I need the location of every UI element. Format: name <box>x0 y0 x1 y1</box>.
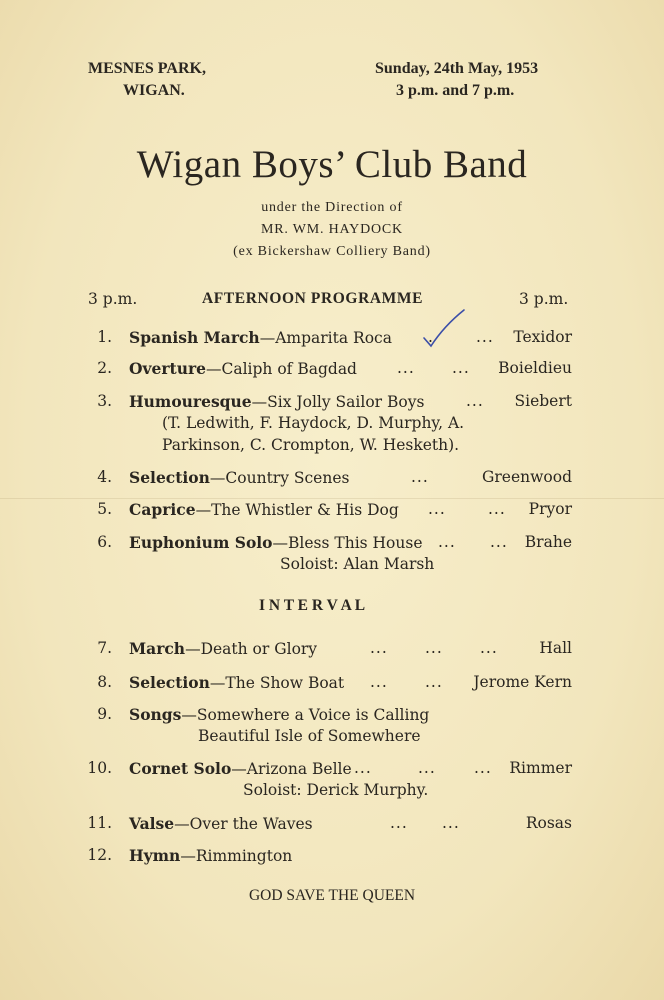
leader-dots: ... <box>474 759 492 777</box>
leader-dots: ... <box>390 814 408 832</box>
item-type: Spanish March <box>129 328 260 347</box>
item-type: Valse <box>129 814 175 833</box>
programme-item: Selection—Country Scenes <box>129 468 350 487</box>
item-title: Over the Waves <box>189 815 313 833</box>
item-number: 9. <box>97 705 112 723</box>
item-number: 2. <box>97 359 112 377</box>
leader-dots: ... <box>370 673 388 691</box>
item-type: Cornet Solo <box>129 759 232 778</box>
item-number: 5. <box>97 500 112 518</box>
item-type: Selection <box>129 673 210 692</box>
item-type: Hymn <box>129 846 181 865</box>
programme-item: March—Death or Glory <box>129 639 318 658</box>
leader-dots: ... <box>425 673 443 691</box>
item-number: 11. <box>87 814 112 832</box>
time-right: 3 p.m. <box>519 290 569 308</box>
item-type: Overture <box>129 359 206 378</box>
item-number: 1. <box>97 328 112 346</box>
item-composer: Texidor <box>513 328 572 346</box>
leader-dots: ... <box>397 359 415 377</box>
item-title: Caliph of Bagdad <box>221 360 357 378</box>
leader-dots: ... <box>418 759 436 777</box>
leader-dots: . <box>428 328 434 346</box>
item-composer: Rimmer <box>509 759 572 777</box>
item-type: Caprice <box>129 500 196 519</box>
leader-dots: ... <box>370 639 388 657</box>
leader-dots: ... <box>452 359 470 377</box>
item-second-song: Beautiful Isle of Somewhere <box>198 727 421 745</box>
item-number: 7. <box>97 639 112 657</box>
direction-line-2: MR. WM. HAYDOCK <box>261 222 403 237</box>
interval-heading: I N T E R V A L <box>259 597 366 614</box>
venue-line-1: MESNES PARK, <box>88 60 206 77</box>
leader-dots: ... <box>411 468 429 486</box>
item-composer: Siebert <box>514 392 572 410</box>
item-title: Rimmington <box>195 847 293 865</box>
leader-dots: ... <box>490 533 508 551</box>
leader-dots: ... <box>438 533 456 551</box>
item-number: 8. <box>97 673 112 691</box>
programme-item: Hymn—Rimmington <box>129 846 293 865</box>
leader-dots: ... <box>354 759 372 777</box>
item-composer: Greenwood <box>482 468 572 486</box>
leader-dots: ... <box>480 639 498 657</box>
page-title: Wigan Boys’ Club Band <box>136 143 528 186</box>
date-line-1: Sunday, 24th May, 1953 <box>375 60 539 77</box>
leader-dots: ... <box>428 500 446 518</box>
item-type: Songs <box>129 705 182 724</box>
item-number: 4. <box>97 468 112 486</box>
item-type: Euphonium Solo <box>129 533 273 552</box>
item-number: 10. <box>87 759 112 777</box>
item-composer: Jerome Kern <box>473 673 572 691</box>
item-composer: Pryor <box>528 500 572 518</box>
programme-item: Songs—Somewhere a Voice is Calling <box>129 705 430 724</box>
leader-dots: ... <box>488 500 506 518</box>
venue-line-2: WIGAN. <box>123 82 185 99</box>
item-title: The Show Boat <box>225 674 345 692</box>
item-title: Death or Glory <box>200 640 318 658</box>
leader-dots: ... <box>476 328 494 346</box>
direction-line-3: (ex Bickershaw Colliery Band) <box>233 244 431 259</box>
item-title: Amparita Roca <box>275 329 392 347</box>
item-title: Arizona Belle <box>246 760 352 778</box>
leader-dots: ... <box>442 814 460 832</box>
programme-item: Valse—Over the Waves <box>129 814 313 833</box>
item-type: March <box>129 639 186 658</box>
item-performers-line-2: Parkinson, C. Crompton, W. Hesketh). <box>162 436 460 454</box>
programme-item: Overture—Caliph of Bagdad <box>129 359 357 378</box>
item-title: Six Jolly Sailor Boys <box>267 393 425 411</box>
programme-heading: AFTERNOON PROGRAMME <box>202 290 424 307</box>
item-number: 3. <box>97 392 112 410</box>
item-soloist: Soloist: Alan Marsh <box>280 555 435 573</box>
programme-item: Spanish March—Amparita Roca <box>129 328 392 347</box>
leader-dots: ... <box>466 392 484 410</box>
item-composer: Rosas <box>525 814 572 832</box>
item-title: Bless This House <box>288 534 423 552</box>
programme-item: Euphonium Solo—Bless This House <box>129 533 423 552</box>
check-mark-icon <box>422 308 466 348</box>
item-type: Selection <box>129 468 210 487</box>
item-type: Humouresque <box>129 392 252 411</box>
fold-crease <box>0 498 664 499</box>
leader-dots: ... <box>425 639 443 657</box>
item-soloist: Soloist: Derick Murphy. <box>243 781 429 799</box>
item-composer: Hall <box>539 639 572 657</box>
programme-item: Humouresque—Six Jolly Sailor Boys <box>129 392 425 411</box>
item-number: 12. <box>87 846 112 864</box>
item-composer: Boieldieu <box>498 359 572 377</box>
programme-item: Cornet Solo—Arizona Belle <box>129 759 352 778</box>
time-left: 3 p.m. <box>88 290 138 308</box>
item-number: 6. <box>97 533 112 551</box>
date-line-2: 3 p.m. and 7 p.m. <box>396 82 515 99</box>
item-title: Country Scenes <box>225 469 350 487</box>
item-performers-line-1: (T. Ledwith, F. Haydock, D. Murphy, A. <box>162 414 465 432</box>
programme-item: Selection—The Show Boat <box>129 673 345 692</box>
item-composer: Brahe <box>524 533 572 551</box>
direction-line-1: under the Direction of <box>261 200 403 215</box>
item-title: Somewhere a Voice is Calling <box>196 706 430 724</box>
closing-anthem: GOD SAVE THE QUEEN <box>248 887 416 904</box>
programme-item: Caprice—The Whistler & His Dog <box>129 500 399 519</box>
item-title: The Whistler & His Dog <box>211 501 399 519</box>
